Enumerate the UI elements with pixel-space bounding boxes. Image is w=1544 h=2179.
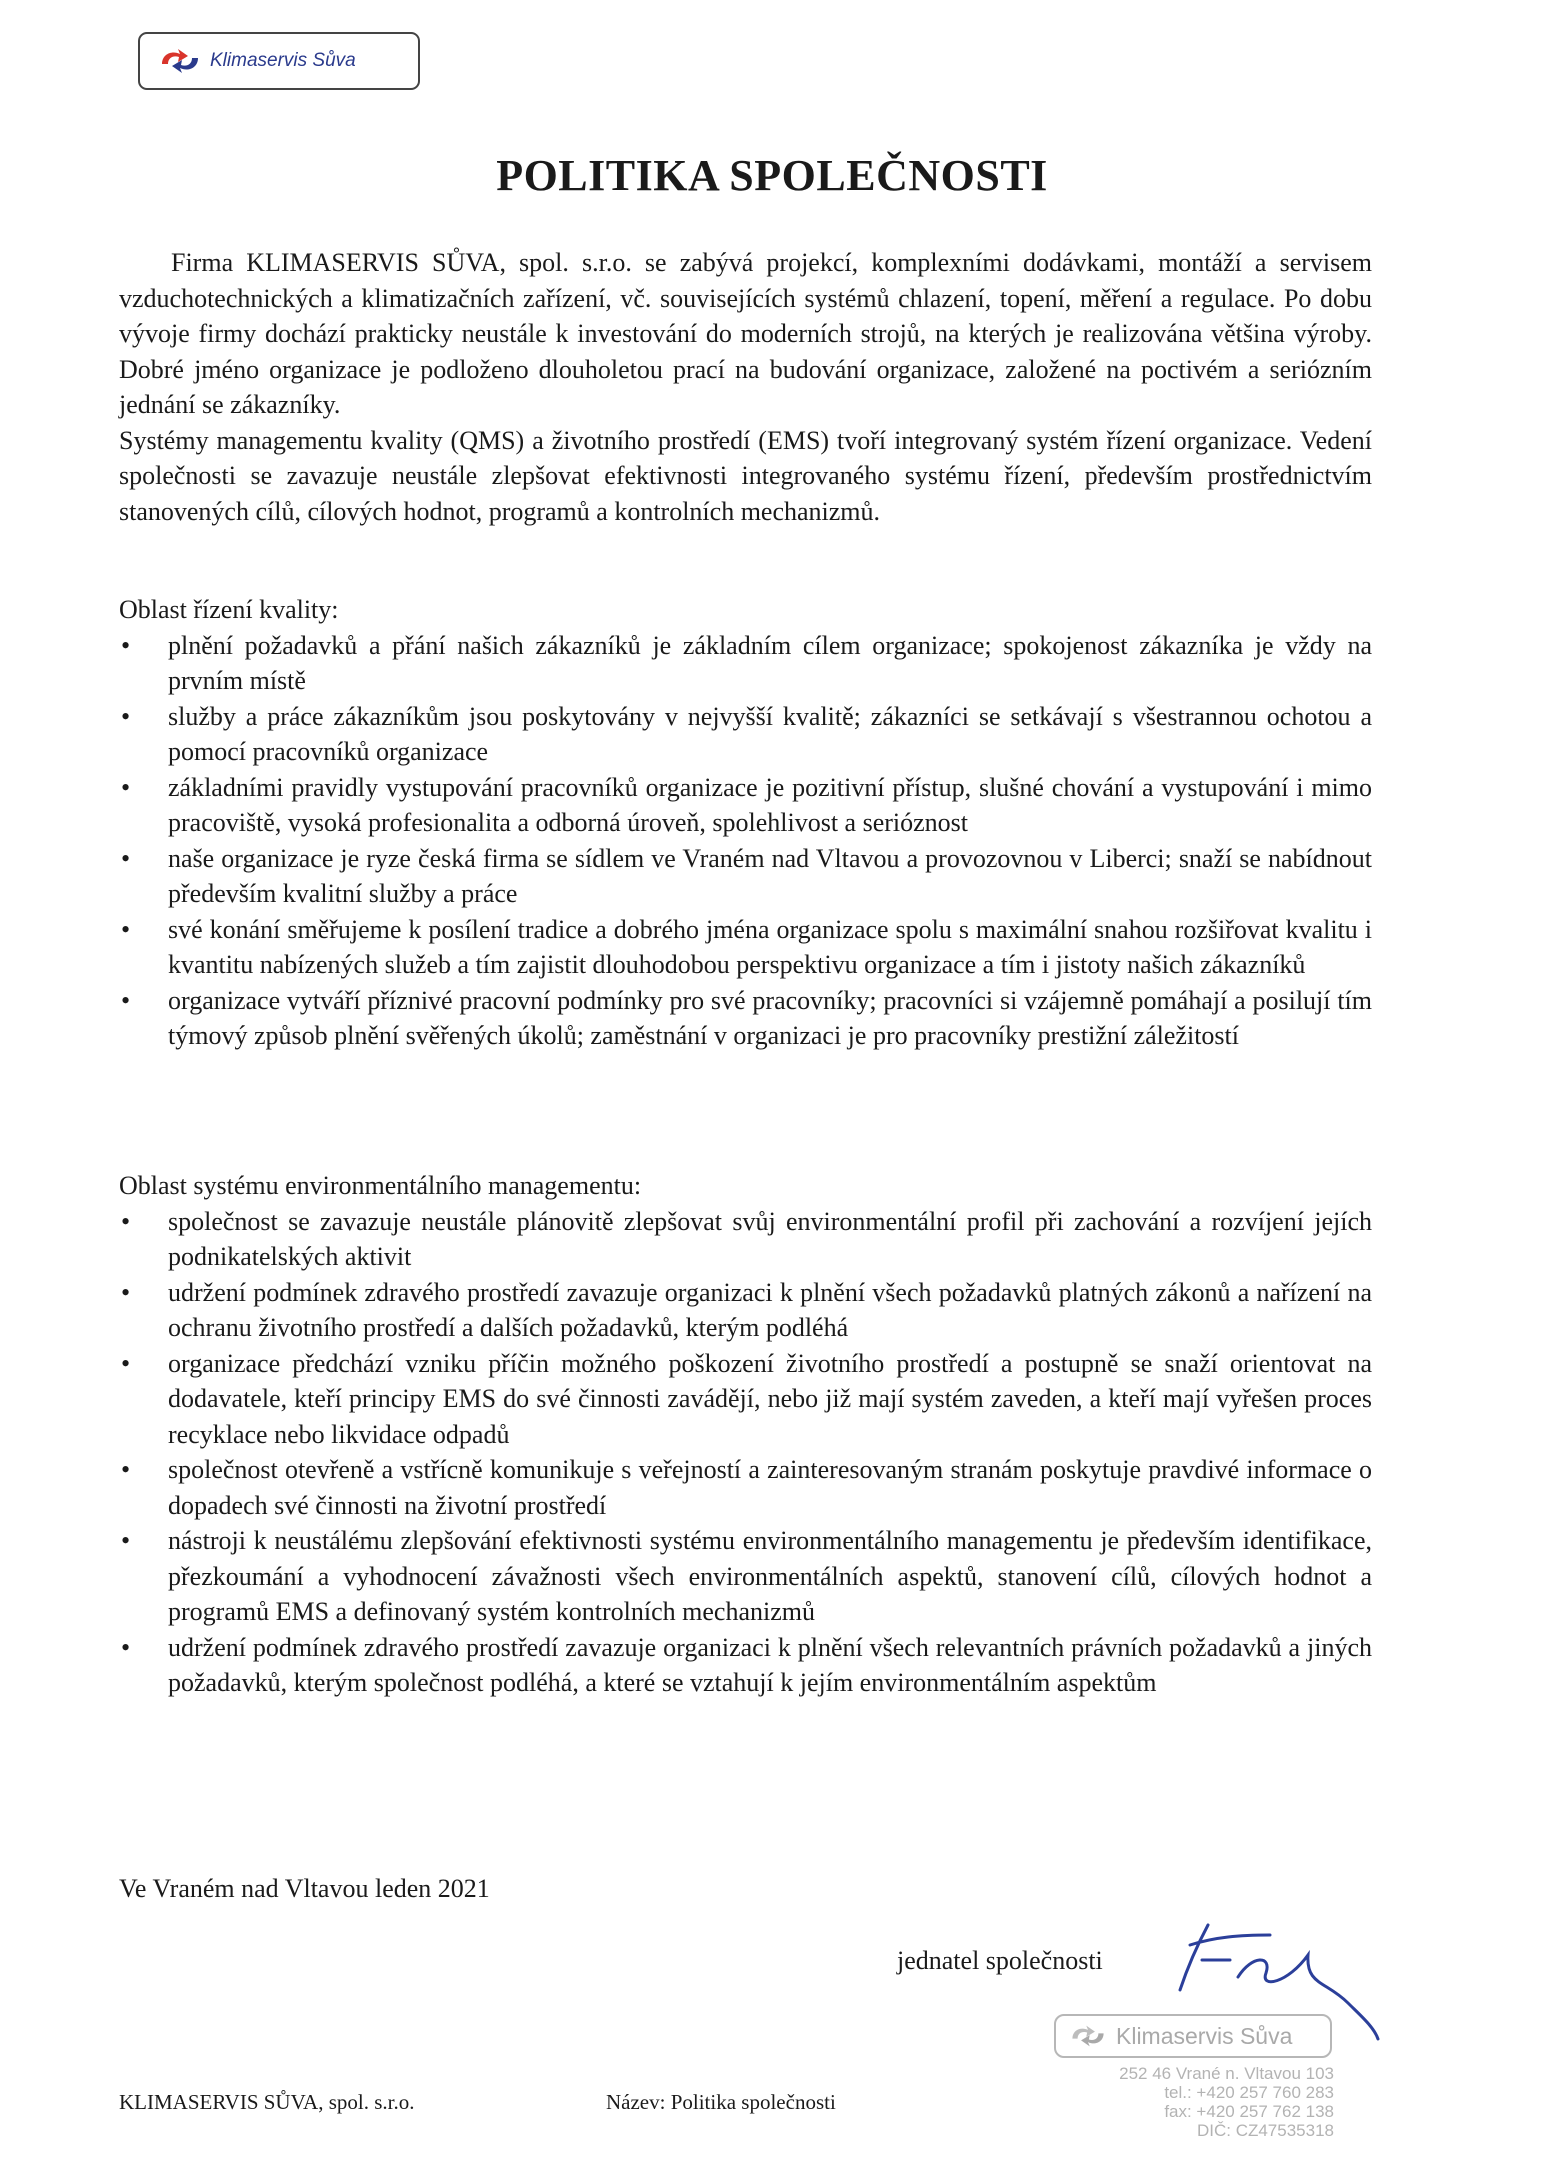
intro-section	[119, 245, 1372, 529]
logo-text: Klimaservis Sůva	[210, 50, 356, 71]
quality-list	[119, 628, 1372, 1054]
list-item: • udržení podmínek zdravého prostředí zavazuje organizaci k plnění všech požadavků platných zákonů a nařízení na ochranu životního prostředí a dalších požadavků, kterým podléhá	[119, 1275, 1372, 1346]
company-stamp	[1036, 1994, 1356, 2179]
stamp-arrows-icon	[1068, 2023, 1108, 2049]
stamp-line: 252 46 Vrané n. Vltavou 103	[1119, 2064, 1334, 2083]
list-item: • organizace předchází vzniku příčin možného poškození životního prostředí a postupně se snaží orientovat na dodavatele, kteří principy EMS do své činnosti zavádějí, nebo již mají systém zaveden, a kteří mají vyřešen proces recyklace nebo likvidace odpadů	[119, 1346, 1372, 1453]
list-item: • společnost otevřeně a vstřícně komunikuje s veřejností a zainteresovaným stranám poskytuje pravdivé informace o dopadech své činnosti na životní prostředí	[119, 1452, 1372, 1523]
intro-paragraph: Firma KLIMASERVIS SŮVA, spol. s.r.o. se zabývá projekcí, komplexními dodávkami, montáží a servisem vzduchotechnických a klimatizačních zařízení, vč. souvisejících systémů chlazení, topení, měření a regulace. Po dobu vývoje firmy dochází prakticky neustále k investování do moderních strojů, na kterých je realizována většina výroby. Dobré jméno organizace je podloženo dlouholetou prací na budování organizace, založené na poctivém a seriózním jednání se zákazníky.	[119, 248, 1372, 419]
stamp-line: tel.: +420 257 760 283	[1164, 2083, 1334, 2102]
environment-section	[119, 1168, 1372, 1701]
page-title: POLITIKA SPOLEČNOSTI	[496, 151, 1048, 200]
footer-company: KLIMASERVIS SŮVA, spol. s.r.o.	[119, 2090, 415, 2114]
place-date: Ve Vraném nad Vltavou leden 2021	[119, 1874, 490, 1903]
stamp-logo	[1054, 2014, 1332, 2058]
stamp-logo-text: Klimaservis Sůva	[1116, 2022, 1293, 2049]
intro-paragraph: Systémy managementu kvality (QMS) a životního prostředí (EMS) tvoří integrovaný systém řízení organizace. Vedení společnosti se zavazuje neustále zlepšovat efektivnosti integrovaného systému řízení, především prostřednictvím stanovených cílů, cílových hodnot, programů a kontrolních mechanizmů.	[119, 425, 1372, 526]
list-item: • nástroji k neustálému zlepšování efektivnosti systému environmentálního managementu je především identifikace, přezkoumání a vyhodnocení závažnosti všech environmentálních aspektů, stanovení cílů, cílových hodnot a programů EMS a definovaný systém kontrolních mechanizmů	[119, 1523, 1372, 1630]
stamp-line: fax: +420 257 762 138	[1164, 2102, 1334, 2121]
section-heading: Oblast systému environmentálního managementu:	[119, 1171, 642, 1200]
list-item: • své konání směřujeme k posílení tradice a dobrého jména organizace spolu s maximální snahou rozšiřovat kvalitu i kvantitu nabízených služeb a tím zajistit dlouhodobou perspektivu organizace a tím i jistoty našich zákazníků	[119, 912, 1372, 983]
list-item: • plnění požadavků a přání našich zákazníků je základním cílem organizace; spokojenost zákazníka je vždy na prvním místě	[119, 628, 1372, 699]
section-heading: Oblast řízení kvality:	[119, 595, 339, 624]
list-item: • udržení podmínek zdravého prostředí zavazuje organizaci k plnění všech relevantních právních požadavků a jiných požadavků, kterým společnost podléhá, a které se vztahují k jejím environmentálním aspektům	[119, 1630, 1372, 1701]
list-item: • organizace vytváří příznivé pracovní podmínky pro své pracovníky; pracovníci si vzájemně pomáhají a posilují tím týmový způsob plnění svěřených úkolů; zaměstnání v organizaci je pro pracovníky prestižní záležitostí	[119, 983, 1372, 1054]
company-logo	[138, 32, 420, 90]
list-item: • společnost se zavazuje neustále plánovitě zlepšovat svůj environmentální profil při zachování a rozvíjení jejích podnikatelských aktivit	[119, 1204, 1372, 1275]
environment-list	[119, 1204, 1372, 1701]
quality-section	[119, 592, 1372, 1054]
stamp-line: DIČ: CZ47535318	[1196, 2121, 1334, 2140]
list-item: • služby a práce zákazníkům jsou poskytovány v nejvyšší kvalitě; zákazníci se setkávají s všestrannou ochotou a pomocí pracovníků organizace	[119, 699, 1372, 770]
stamp-address	[1056, 2064, 1334, 2140]
list-item: • naše organizace je ryze česká firma se sídlem ve Vraném nad Vltavou a provozovnou v Liberci; snaží se nabídnout především kvalitní služby a práce	[119, 841, 1372, 912]
list-item: • základními pravidly vystupování pracovníků organizace je pozitivní přístup, slušné chování a vystupování i mimo pracoviště, vysoká profesionalita a odborná úroveň, spolehlivost a serióznost	[119, 770, 1372, 841]
arrows-logo-icon	[158, 46, 202, 76]
footer-document-name: Název: Politika společnosti	[606, 2090, 836, 2114]
signatory-label: jednatel společnosti	[897, 1946, 1103, 1975]
